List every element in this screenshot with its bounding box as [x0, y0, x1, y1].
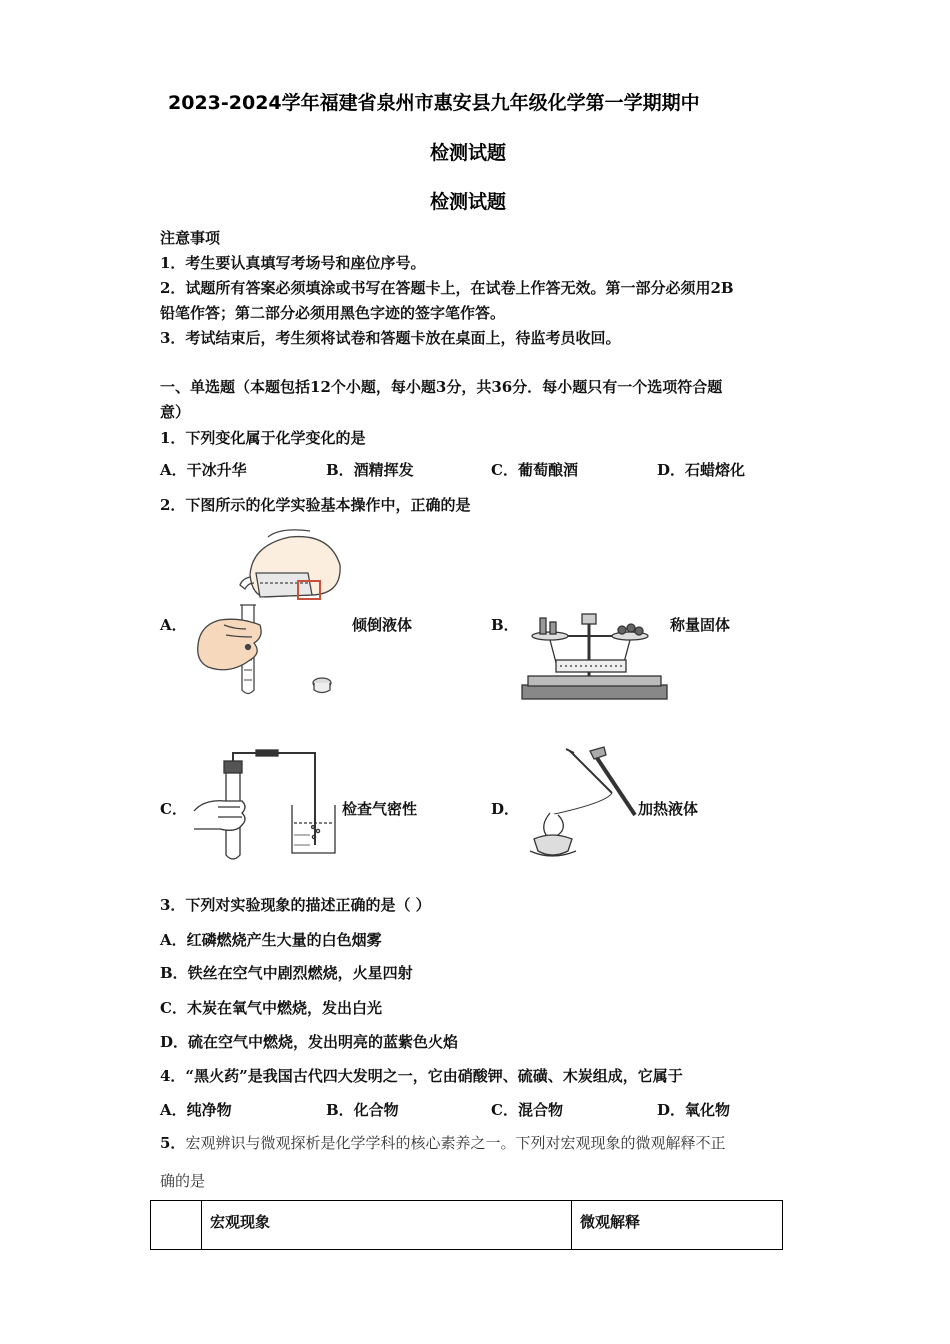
q2-option-b-letter: B． — [491, 616, 519, 634]
q2-option-c-caption: 检查气密性 — [342, 800, 418, 818]
q1-option-c: C．葡萄酿酒 — [491, 461, 578, 479]
page-title-line2: 检测试题 — [430, 142, 507, 164]
q3-option-b: B．铁丝在空气中剧烈燃烧，火星四射 — [160, 964, 413, 982]
pouring-liquid-illustration — [190, 525, 350, 700]
q2-option-d-caption: 加热液体 — [638, 800, 699, 818]
heating-liquid-illustration — [520, 743, 645, 861]
q5-table-header-micro: 微观解释 — [572, 1201, 783, 1250]
q1-option-b: B．酒精挥发 — [326, 461, 414, 479]
q4-option-c: C．混合物 — [491, 1101, 563, 1119]
q5-table — [150, 1200, 783, 1250]
q5-table-header-macro: 宏观现象 — [202, 1201, 572, 1250]
q2-stem: 2．下图所示的化学实验基本操作中，正确的是 — [160, 496, 471, 514]
notice-item-1: 1．考生要认真填写考场号和座位序号。 — [160, 254, 426, 272]
q4-option-b: B．化合物 — [326, 1101, 399, 1119]
q1-option-d: D．石蜡熔化 — [657, 461, 746, 479]
balance-scale-illustration — [522, 610, 667, 705]
q4-option-a: A．纯净物 — [160, 1101, 232, 1119]
q5-stem-line1 — [160, 1132, 725, 1153]
section-heading-line2: 意） — [160, 403, 191, 421]
q3-option-d: D．硫在空气中燃烧，发出明亮的蓝紫色火焰 — [160, 1033, 459, 1051]
q2-option-d-letter: D． — [491, 800, 520, 818]
q1-stem: 1．下列变化属于化学变化的是 — [160, 429, 366, 447]
notice-item-3: 3．考试结束后，考生须将试卷和答题卡放在桌面上，待监考员收回。 — [160, 329, 621, 347]
page-title-line1: 2023-2024学年福建省泉州市惠安县九年级化学第一学期期中 — [168, 92, 700, 114]
q2-option-a-caption: 倾倒液体 — [352, 616, 413, 634]
notice-item-2-line1: 2．试题所有答案必须填涂或书写在答题卡上，在试卷上作答无效。第一部分必须用2B — [160, 279, 734, 297]
q5-stem-text: 宏观辨识与微观探析是化学学科的核心素养之一。下列对宏观现象的微观解释不正 — [185, 1134, 726, 1152]
notice-heading: 注意事项 — [160, 229, 221, 247]
q2-option-a-letter: A． — [160, 616, 187, 634]
q3-option-a: A．红磷燃烧产生大量的白色烟雾 — [160, 931, 382, 949]
q5-stem-line2: 确的是 — [160, 1172, 206, 1190]
notice-item-2-line2: 铅笔作答；第二部分必须用黑色字迹的签字笔作答。 — [160, 304, 506, 322]
q3-option-c: C．木炭在氧气中燃烧，发出白光 — [160, 999, 382, 1017]
q4-stem: 4．“黑火药”是我国古代四大发明之一，它由硝酸钾、硫磺、木炭组成，它属于 — [160, 1067, 683, 1085]
q2-option-c-letter: C． — [160, 800, 187, 818]
page-subtitle: 检测试题 — [430, 191, 507, 213]
q1-option-a: A．干冰升华 — [160, 461, 247, 479]
q5-table-header-index — [151, 1201, 202, 1250]
table-row — [151, 1201, 783, 1250]
q4-option-d: D．氧化物 — [657, 1101, 731, 1119]
section-heading-line1: 一、单选题（本题包括12个小题，每小题3分，共36分．每小题只有一个选项符合题 — [160, 378, 723, 396]
q5-number: 5． — [160, 1134, 186, 1152]
q2-option-b-caption: 称量固体 — [670, 616, 731, 634]
airtightness-check-illustration — [190, 745, 340, 860]
q3-stem: 3．下列对实验现象的描述正确的是（ ） — [160, 896, 431, 914]
